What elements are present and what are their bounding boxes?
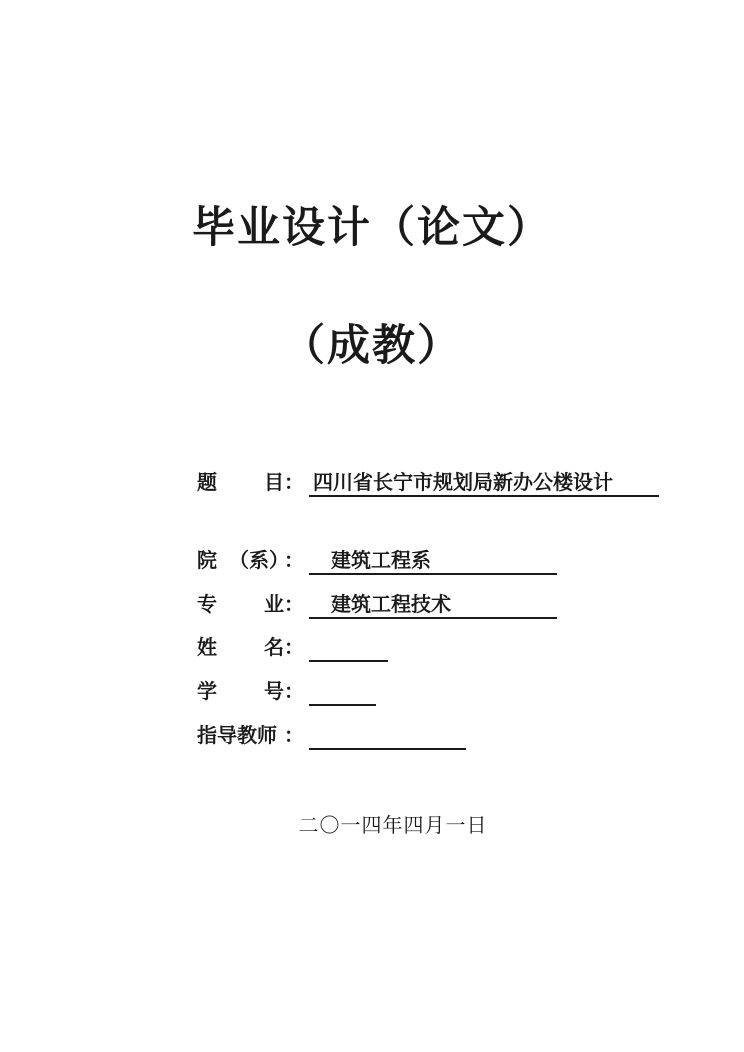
thesis-subtitle: （成教） [282, 321, 462, 371]
department-value: 建筑工程系 [331, 548, 431, 572]
advisor-colon: ： [284, 723, 304, 747]
topic-colon: ： [284, 470, 304, 494]
document-date: 二〇一四年四月一日 [298, 813, 488, 837]
major-colon: ： [284, 592, 304, 616]
topic-field [309, 467, 659, 497]
student-id-colon: ： [284, 679, 304, 703]
major-value: 建筑工程技术 [331, 592, 451, 616]
topic-value: 四川省长宁市规划局新办公楼设计 [313, 470, 613, 494]
thesis-title: 毕业设计（论文） [192, 203, 552, 253]
name-field [309, 632, 388, 662]
major-field [309, 589, 557, 619]
department-field [309, 545, 557, 575]
name-colon: ： [284, 635, 304, 659]
department-colon: ： [284, 548, 304, 572]
advisor-field [309, 720, 466, 750]
student-id-field [309, 676, 376, 706]
